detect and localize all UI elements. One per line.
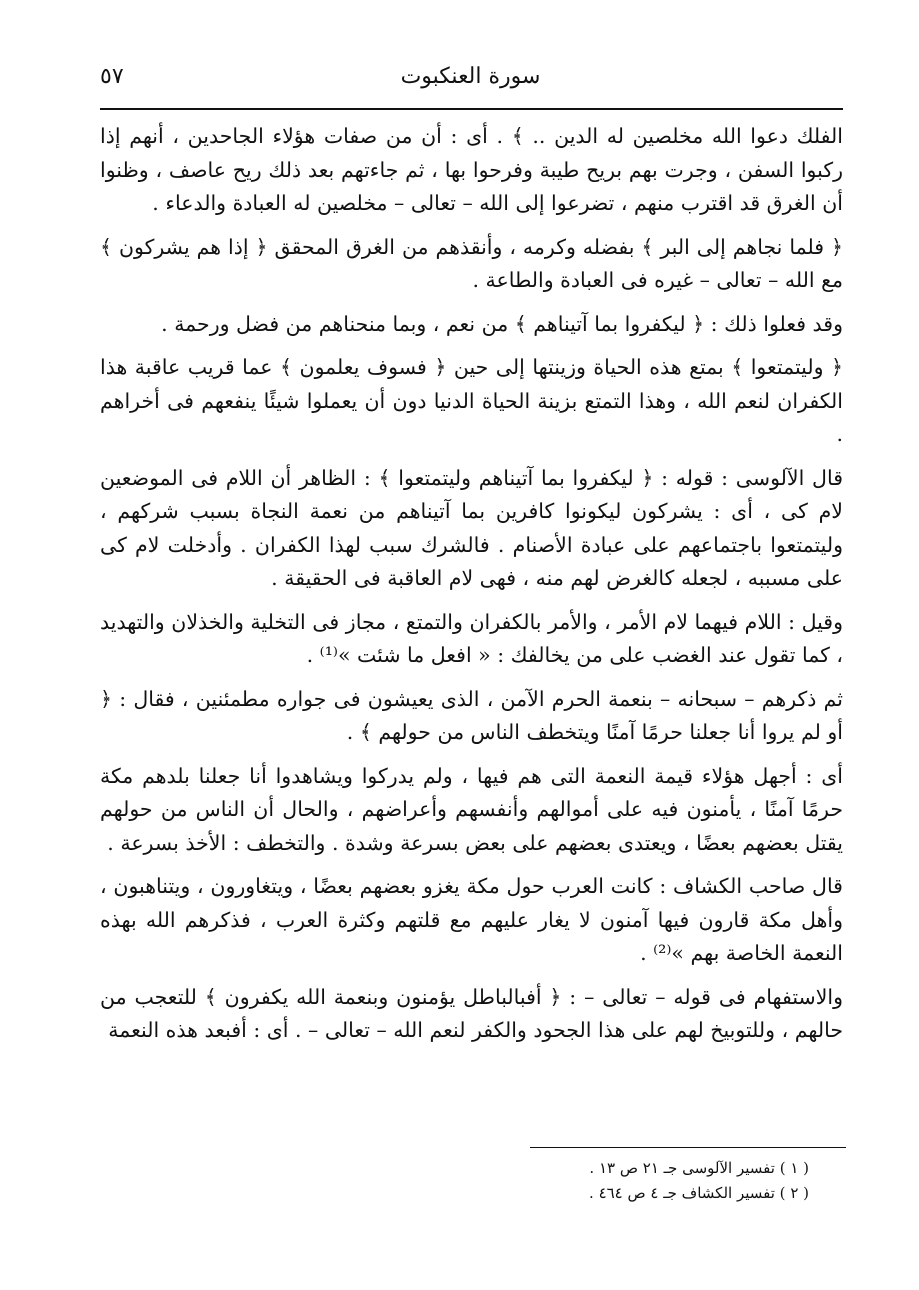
paragraph: وقد فعلوا ذلك : ﴿ ليكفروا بما آتيناهم ﴾ من نعم ، وبما منحناهم من فضل ورحمة . (161, 311, 843, 336)
paragraph: قال الآلوسى : قوله : ﴿ ليكفروا بما آتيناهم وليتمتعوا ﴾ : الظاهر أن اللام فى الموضعين لام كى ، أى : يشركون ليكونوا كافرين بما آتيناهم من نعمة النجاة بسبب شركهم ، وليتمتعوا باجتماعهم على عبادة الأصنام . فالشرك سبب لهذا الكفران . وأدخلت لام كى على مسببه ، لجعله كالغرض لهم منه ، فهى لام العاقبة فى الحقيقة . (100, 465, 843, 590)
footnotes (300, 1156, 809, 1206)
footnote-divider (530, 1147, 846, 1148)
paragraph: قال صاحب الكشاف : كانت العرب حول مكة يغزو بعضهم بعضًا ، ويتغاورون ، ويتناهبون ، وأهل مكة قارون فيها آمنون لا يغار عليهم مع قلتهم وكثرة العرب ، فذكرهم الله بهذه النعمة الخاصة بهم »⁽²⁾ . (100, 874, 843, 965)
surah-title: سورة العنكبوت (400, 64, 541, 89)
paragraph: ثم ذكرهم – سبحانه – بنعمة الحرم الآمن ، الذى يعيشون فى جواره مطمئنين ، فقال : ﴿ أو لم يروا أنا جعلنا حرمًا آمنًا ويتخطف الناس من حولهم ﴾ . (100, 686, 843, 744)
footnote: ( ٢ ) تفسير الكشاف جـ ٤ ص ٤٦٤ . (589, 1184, 809, 1202)
header-divider (100, 108, 843, 110)
paragraph: أى : أجهل هؤلاء قيمة النعمة التى هم فيها ، ولم يدركوا ويشاهدوا أنا جعلنا بلدهم مكة حرمًا آمنًا ، يأمنون فيه على أموالهم وأنفسهم وأعراضهم ، والحال أن الناس من حولهم يقتل بعضهم بعضًا ، ويعتدى بعضهم على بعض بسرعة وشدة . والتخطف : الأخذ بسرعة . (100, 763, 843, 855)
page-number: ٥٧ (100, 64, 124, 89)
paragraph: وقيل : اللام فيهما لام الأمر ، والأمر بالكفران والتمتع ، مجاز فى التخلية والخذلان والتهديد ، كما تقول عند الغضب على من يخالفك : « افعل ما شئت »⁽¹⁾ . (100, 609, 843, 667)
footnote: ( ١ ) تفسير الآلوسى جـ ٢١ ص ١٣ . (589, 1159, 809, 1177)
paragraph: الفلك دعوا الله مخلصين له الدين .. ﴾ . أى : أن من صفات هؤلاء الجاحدين ، أنهم إذا ركبوا السفن ، وجرت بهم بريح طيبة وفرحوا بها ، ثم جاءتهم بعد ذلك ريح عاصف ، وظنوا أن الغرق قد اقترب منهم ، تضرعوا إلى الله – تعالى – مخلصين له العبادة والدعاء . (100, 124, 843, 215)
page-header (100, 62, 841, 106)
main-text (100, 120, 843, 1058)
paragraph: ﴿ فلما نجاهم إلى البر ﴾ بفضله وكرمه ، وأنقذهم من الغرق المحقق ﴿ إذا هم يشركون ﴾ مع الله – تعالى – غيره فى العبادة والطاعة . (100, 234, 843, 292)
paragraph: ﴿ وليتمتعوا ﴾ بمتع هذه الحياة وزينتها إلى حين ﴿ فسوف يعلمون ﴾ عما قريب عاقبة هذا الكفران لنعم الله ، وهذا التمتع بزينة الحياة الدنيا دون أن يعملوا شيئًا ينفعهم فى أخراهم . (100, 355, 843, 446)
paragraph: والاستفهام فى قوله – تعالى – : ﴿ أفبالباطل يؤمنون وبنعمة الله يكفرون ﴾ للتعجب من حالهم ، وللتوبيخ لهم على هذا الجحود والكفر لنعم الله – تعالى – . أى : أفبعد هذه النعمة (100, 984, 843, 1042)
